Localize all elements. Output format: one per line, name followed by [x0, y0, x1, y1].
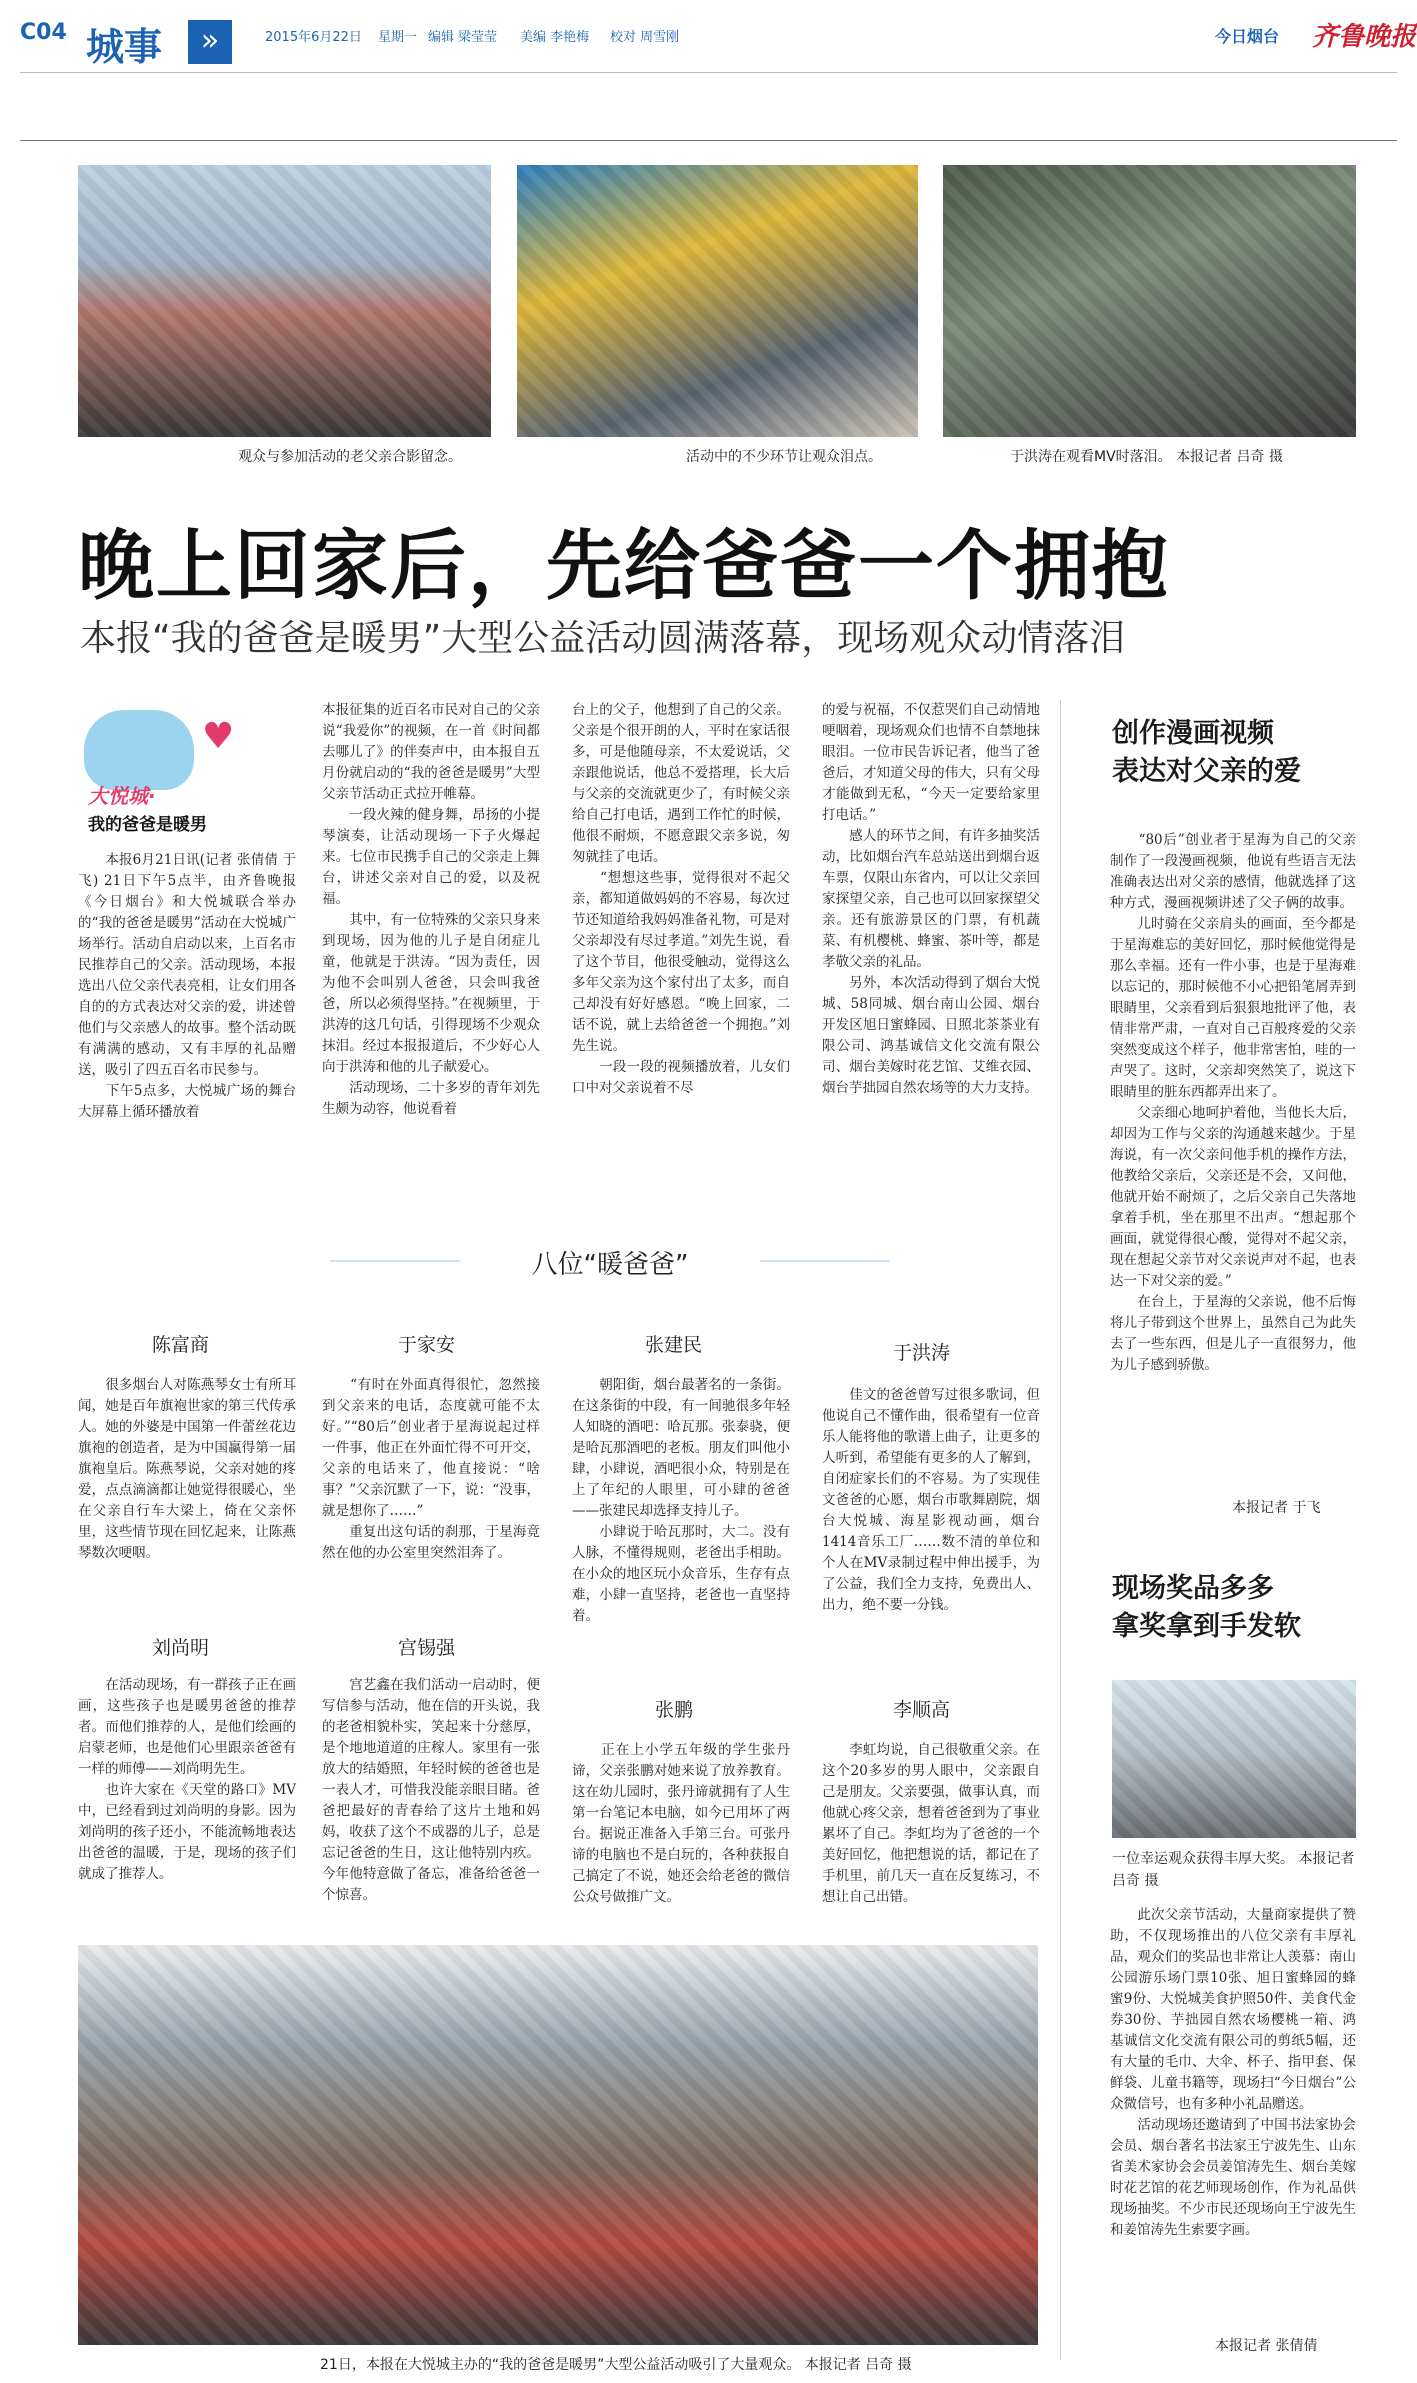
caption-prize-photo: 一位幸运观众获得丰厚大奖。 本报记者 吕奇 摄: [1112, 1851, 1355, 1889]
art-editor: 美编 李艳梅: [520, 30, 590, 45]
photo-prize-winner: [1112, 1680, 1356, 1838]
sidebar-heading-prizes: 现场奖品多多 拿奖拿到手发软: [1112, 1573, 1301, 1642]
header-rule: [20, 140, 1397, 141]
dad-name-6: 宫锡强: [398, 1637, 456, 1659]
weekday: 星期一: [378, 30, 418, 45]
article-col-2: 本报征集的近百名市民对自己的父亲说“我爱你”的视频，在一首《时间都去哪儿了》的伴奏声中，由本报自五月份就启动的“我的爸爸是暖男”大型父亲节活动正式拉开帷幕。 一段火辣的健身舞，昂扬的小提琴演奏，让活动现场一下子火爆起来。七位市民携手自己的父亲走上舞台，讲述父亲对自己的爱，以及祝福。 其中，有一位特殊的父亲只身来到现场，因为他的儿子是自闭症儿童，他就是于洪涛。“因为责任，因为他不会叫别人爸爸，只会叫我爸爸，所以必须得坚持。”在视频里，于洪涛的这几句话，引得现场不少观众抹泪。经过本报报道后，不少好心人向于洪涛和他的儿子献爱心。 活动现场，二十多岁的青年刘先生颇为动容，他说看着: [322, 702, 540, 1117]
caption-photo2: 活动中的不少环节让观众泪点。: [686, 449, 882, 465]
page-number: C04: [20, 20, 67, 45]
dad-name-1: 陈富商: [152, 1334, 210, 1356]
banner-line-left: [330, 1260, 460, 1262]
header-top-rule: [20, 72, 1397, 73]
dad-name-3: 张建民: [645, 1334, 703, 1356]
dad-name-7: 张鹏: [655, 1699, 694, 1721]
logo-tag: 我的爸爸是暖男: [88, 815, 207, 835]
date-line: 2015年6月22日: [265, 30, 362, 45]
campaign-logo: [84, 710, 304, 840]
article-col-1: 本报6月21日讯(记者 张倩倩 于飞) 21日下午5点半，由齐鲁晚报《今日烟台》和大悦城联合举办的“我的爸爸是暖男”活动在大悦城广场举行。活动自启动以来，上百名市民推荐自己的父亲。活动现场，本报选出八位父亲代表亮相，让女们用各自的的方式表达对父亲的爱，讲述曾他们与父亲感人的故事。整个活动既有满满的感动，又有丰厚的礼品赠送，吸引了四五百名市民参与。 下午5点多，大悦城广场的舞台大屏幕上循环播放着: [78, 852, 296, 1120]
photo-audience: [517, 165, 918, 437]
proofreader: 校对 周雪刚: [610, 30, 680, 45]
heart-icon: ♥: [202, 716, 235, 757]
sidebar-byline-1: 本报记者 于飞: [1232, 1500, 1321, 1516]
dad-text-4: 佳文的爸爸曾写过很多歌词，但他说自己不懂作曲，很希望有一位音乐人能将他的歌谱上曲子，让更多的人听到，希望能有更多的人了解到，自闭症家长们的不容易。为了实现佳文爸爸的心愿，烟台市歌舞剧院，烟台大悦城、海星影视动画，烟台1414音乐工厂……数不清的单位和个人在MV录制过程中伸出援手，为了公益，我们全力支持，免费出人、出力，绝不要一分钱。: [822, 1387, 1040, 1613]
photo-crowd: [78, 1945, 1038, 2345]
masthead: [0, 0, 1417, 80]
sidebar-heading-comic: 创作漫画视频 表达对父亲的爱: [1112, 718, 1301, 787]
dad-text-5: 在活动现场，有一群孩子正在画画，这些孩子也是暖男爸爸的推荐者。而他们推荐的人，是他们绘画的启蒙老师，也是他们心里跟亲爸爸有一样的师傅——刘尚明先生。 也许大家在《天堂的路口》MV中，已经看到过刘尚明的身影。因为刘尚明的孩子还小，不能流畅地表达出爸爸的温暖，于是，现场的孩子们就成了推荐人。: [78, 1677, 296, 1882]
dad-text-7: 正在上小学五年级的学生张丹谛，父亲张鹏对她来说了放养教育。这在幼儿园时，张丹谛就拥有了人生第一台笔记本电脑，如今已用坏了两台。据说正准备入手第三台。可张丹谛的电脑也不是白玩的，各种获报自己搞定了不说，她还会给老爸的微信公众号做推广文。: [572, 1742, 790, 1905]
dad-text-8: 李虹均说，自己很敬重父亲。在这个20多岁的男人眼中，父亲跟自己是朋友。父亲要强，做事认真，而他就心疼父亲，想着爸爸到为了事业累坏了自己。李虹均为了爸爸的一个美好回忆，他把想说的话，都记在了手机里，前几天一直在反复练习，不想让自己出错。: [822, 1742, 1040, 1905]
editor: 编辑 梁莹莹: [428, 30, 498, 45]
sidebar-text-prizes: 此次父亲节活动，大量商家提供了赞助，不仅现场推出的八位父亲有丰厚礼品，观众们的奖品也非常让人羡慕：南山公园游乐场门票10张、旭日蜜蜂园的蜂蜜9份、大悦城美食护照50件、美食代金券30份、芋拙园自然农场樱桃一箱、鸿基诚信文化交流有限公司的剪纸5幅，还有大量的毛巾、大伞、杯子、指甲套、保鲜袋、儿童书籍等，现场扫“今日烟台”公众微信号，也有多种小礼品赠送。 活动现场还邀请到了中国书法家协会会员、烟台著名书法家王宁波先生、山东省美术家协会会员姜馆涛先生、烟台美嫁时花艺馆的花艺师现场创作，作为礼品供现场抽奖。不少市民还现场向王宁波先生和姜馆涛先生索要字画。: [1110, 1907, 1356, 2238]
article-col-3: 台上的父子，他想到了自己的父亲。父亲是个很开朗的人，平时在家话很多，可是他随母亲，不太爱说话，父亲跟他说话，他总不爱搭理，长大后与父亲的交流就更少了，有时候父亲给自己打电话，遇到工作忙的时候，他很不耐烦，不愿意跟父亲多说，匆匆就挂了电话。 “想想这些事，觉得很对不起父亲，都知道做妈妈的不容易，每次过节还知道给我妈妈准备礼物，可是对父亲却没有尽过孝道。”刘先生说，看了这个节目，他很受触动，觉得这么多年父亲为这个家付出了太多，而自己却没有好好感恩。“晚上回家，二话不说，就上去给爸爸一个拥抱。”刘先生说。 一段一段的视频播放着，儿女们口中对父亲说着不尽: [572, 702, 790, 1096]
caption-photo1: 观众与参加活动的老父亲合影留念。: [238, 449, 462, 465]
logo-cloud: [84, 710, 194, 790]
sidebar-divider: [1060, 700, 1061, 2360]
edition-name: 今日烟台: [1215, 27, 1280, 46]
banner-line-right: [760, 1260, 890, 1262]
caption-bottom-photo: 21日，本报在大悦城主办的“我的爸爸是暖男”大型公益活动吸引了大量观众。 本报记者 吕奇 摄: [320, 2357, 912, 2373]
dad-name-2: 于家安: [398, 1334, 456, 1356]
sidebar-byline-2: 本报记者 张倩倩: [1215, 2338, 1318, 2354]
eight-dads-title: 八位“暖爸爸”: [531, 1250, 689, 1280]
sidebar-text-comic: “80后”创业者于星海为自己的父亲制作了一段漫画视频，他说有些语言无法准确表达出对父亲的感情，他就选择了这种方式，漫画视频讲述了父子俩的故事。 儿时骑在父亲肩头的画面，至今都是于星海难忘的美好回忆，那时候他觉得是那么幸福。还有一件小事，也是于星海难以忘记的，那时候他不小心把铅笔屑弄到眼睛里，父亲看到后狠狠地批评了他，表情非常严肃，一直对自己百般疼爱的父亲突然变成这个样子，他非常害怕，哇的一声哭了。这时，父亲却突然笑了，说这下眼睛里的脏东西都弄出来了。 父亲细心地呵护着他，当他长大后，却因为工作与父亲的沟通越来越少。于星海说，有一次父亲问他手机的操作方法，他教给父亲后，父亲还是不会，又问他，他就开始不耐烦了，之后父亲自己失落地拿着手机，坐在那里不出声。“想起那个画面，就觉得很心酸，觉得对不起父亲，现在想起父亲节对父亲说声对不起，也表达一下对父亲的爱。” 在台上，于星海的父亲说，他不后悔将儿子带到这个世界上，虽然自己为此失去了一些东西，但是儿子一直很努力，他为儿子感到骄傲。: [1110, 832, 1356, 1373]
dad-name-8: 李顺高: [893, 1699, 951, 1721]
dad-text-3: 朝阳街，烟台最著名的一条街。在这条街的中段，有一间驰很多年轻人知晓的酒吧：哈瓦那。张泰骁，便是哈瓦那酒吧的老板。朋友们叫他小肆，小肆说，酒吧很小众，特别是在上了年纪的人眼里，可小肆的爸爸——张建民却选择支持儿子。 小肆说于哈瓦那时，大二。没有人脉，不懂得规则，老爸出手相助。在小众的地区玩小众音乐，生存有点难，小肆一直坚持，老爸也一直坚持着。: [572, 1377, 790, 1624]
dad-text-1: 很多烟台人对陈燕琴女士有所耳闻，她是百年旗袍世家的第三代传承人。她的外婆是中国第一件蕾丝花边旗袍的创造者，是为中国赢得第一届旗袍皇后。陈燕琴说，父亲对她的疼爱，点点滴滴都让她觉得很暖心，坐在父亲自行车大梁上，倚在父亲怀里，这些情节现在回忆起来，让陈燕琴数次哽咽。: [78, 1377, 296, 1561]
logo-label: 大悦城·: [88, 784, 156, 808]
eight-dads-banner: [330, 1230, 890, 1292]
dad-text-6: 宫艺鑫在我们活动一启动时，便写信参与活动，他在信的开头说，我的老爸相貌朴实，笑起来十分慈厚，是个地地道道的庄稼人。家里有一张放大的结婚照，年轻时候的爸爸也是一表人才，可惜我没能亲眼目睹。爸爸把最好的青春给了这片土地和妈妈，收获了这个不成器的儿子，总是忘记爸爸的生日，这让他特别内疚。今年他特意做了备忘，准备给爸爸一个惊喜。: [322, 1677, 540, 1903]
section-arrow-icon: »: [188, 20, 232, 64]
dad-name-5: 刘尚明: [152, 1637, 210, 1659]
brand-logo: 齐鲁晚报: [1312, 22, 1417, 52]
subheadline: 本报“我的爸爸是暖男”大型公益活动圆满落幕，现场观众动情落泪: [80, 618, 1126, 659]
dad-text-2: “有时在外面真得很忙，忽然接到父亲来的电话，态度就可能不太好。”“80后”创业者于星海说起过样一件事，他正在外面忙得不可开交，父亲的电话来了，他直接说：“啥事？”父亲沉默了一下，说：“没事，就是想你了……” 重复出这句话的刹那，于星海竟然在他的办公室里突然泪奔了。: [322, 1377, 540, 1561]
dad-name-4: 于洪涛: [893, 1342, 951, 1364]
article-col-4: 的爱与祝福，不仅惹哭们自己动情地哽咽着，现场观众们也情不自禁地抹眼泪。一位市民告诉记者，他当了爸爸后，才知道父母的伟大，只有父母才能做到无私，“今天一定要给家里打电话。” 感人的环节之间，有许多抽奖活动，比如烟台汽车总站送出到烟台返车票，仅限山东省内，可以让父亲回家探望父亲，自己也可以回家探望父亲。还有旅游景区的门票，有机蔬菜、有机樱桃、蜂蜜、茶叶等，都是孝敬父亲的礼品。 另外，本次活动得到了烟台大悦城、58同城、烟台南山公园、烟台开发区旭日蜜蜂园、日照北茶茶业有限公司、鸿基诚信文化交流有限公司、烟台美嫁时花艺馆、艾维衣园、烟台芋拙园自然农场等的大力支持。: [822, 702, 1040, 1096]
photo-elders: [78, 165, 491, 437]
headline: 晚上回家后，先给爸爸一个拥抱: [78, 521, 1170, 610]
photo-yu-hongtao: [943, 165, 1356, 437]
caption-photo3: 于洪涛在观看MV时落泪。 本报记者 吕奇 摄: [1010, 449, 1284, 465]
section-title: 城事: [86, 25, 163, 69]
